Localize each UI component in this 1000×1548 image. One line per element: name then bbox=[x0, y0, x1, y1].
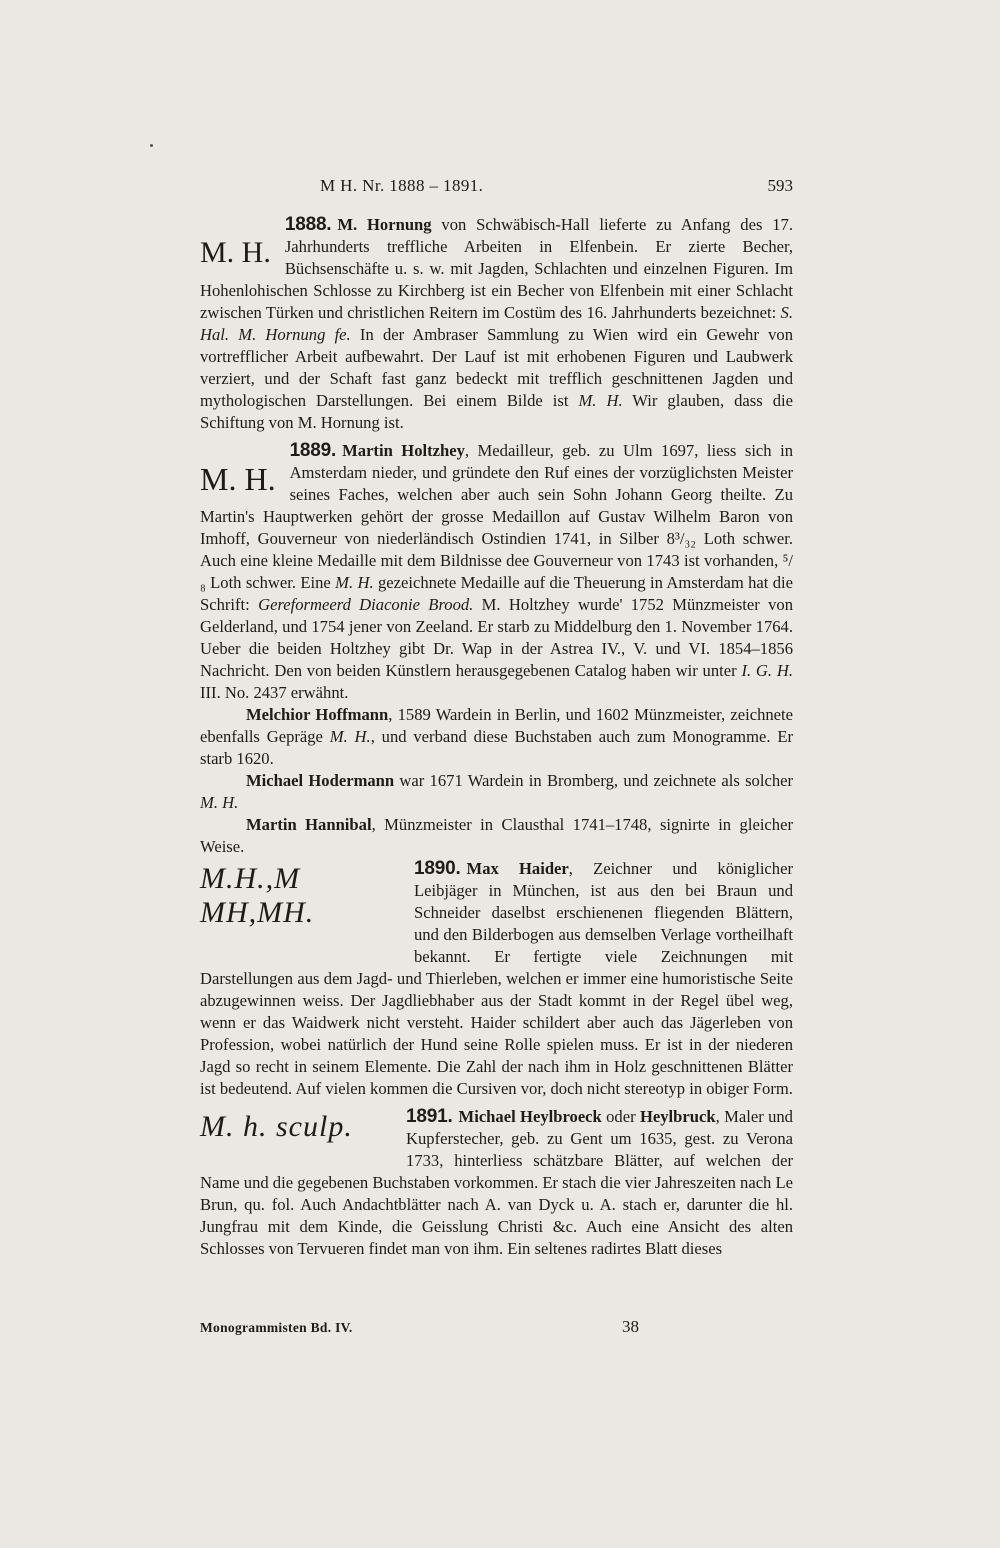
entry-1888 bbox=[200, 214, 793, 434]
footer-title: Monogrammisten Bd. IV. bbox=[200, 1320, 353, 1335]
entry-text: , Münzmeister in Clausthal 1741–1748, signirte in gleicher Weise. bbox=[200, 815, 793, 856]
entry-text: , Medailleur, geb. zu Ulm 1697, liess sich in Amsterdam nieder, und gründete den Ruf eines der vorzüglichsten Meister seines Faches, welchen aber auch sein Sohn Johann Georg theilte. Zu Martin's Hauptwerken gehört der grosse Medaillon auf Gustav Wilhelm Baron von Imhoff, Gouverneur von niederländisch Ostindien 1741, in Silber 8³/₃₂ Loth schwer. Auch eine kleine Medaille mit dem Bildnisse dee Gouverneur von 1743 ist vorhanden, ⁵/₈ Loth schwer. Eine bbox=[200, 441, 793, 592]
entry-name: Martin Holtzhey bbox=[342, 441, 465, 460]
entry-text: oder bbox=[601, 1107, 640, 1126]
entry-text: M. Holtzhey wurde' 1752 Münzmeister von Gelderland, und 1754 jener von Zeeland. Er starb zu Middelburg den 1. November 1764. Ueber die beiden Holtzhey gibt Dr. Wap in der Astrea IV., V. und VI. 1854–1856 Nachricht. Den von beiden Künstlern herausgegebenen Catalog haben wir unter bbox=[200, 595, 793, 680]
entry-hannibal bbox=[200, 814, 793, 858]
page-number: 593 bbox=[767, 176, 793, 195]
entry-number: 1891. bbox=[406, 1106, 453, 1127]
entry-name: Melchior Hoffmann bbox=[246, 705, 389, 724]
entry-name: Max Haider bbox=[466, 859, 569, 878]
entry-text: In der Ambraser Sammlung zu Wien wird ein Gewehr von vortrefflicher Arbeit aufbewahrt. Der Lauf ist mit erhobenen Figuren und Laubwerk verziert, und der Schaft fast ganz bedeckt mit trefflich geschnittenen Jagden und mythologischen Darstellungen. Bei einem Bilde ist bbox=[200, 325, 793, 410]
entry-italic: Gereformeerd Diaconie Brood. bbox=[258, 595, 474, 614]
page-header bbox=[200, 176, 793, 200]
entry-italic: M. H. bbox=[335, 573, 374, 592]
entry-name: Martin Hannibal bbox=[246, 815, 372, 834]
entry-italic: M. H. bbox=[578, 391, 623, 410]
monogram-mark: M. H. bbox=[200, 236, 271, 269]
monogram-mark: M.H.,M MH,MH. bbox=[200, 862, 315, 929]
entry-number: 1888. bbox=[284, 214, 332, 235]
entry-italic: M. H. bbox=[329, 727, 371, 746]
entry-text: gezeichnete Medaille auf die Theuerung in Amsterdam hat die Schrift: bbox=[200, 573, 793, 614]
entry-text: von Schwäbisch-Hall lieferte zu Anfang des 17. Jahrhunderts treffliche Arbeiten in Elfenbein. Er zierte Becher, Büchsenschäfte u. s. w. mit Jagden, Schlachten und einzelnen Figuren. Im Hohenlohischen Schlosse zu Kirchberg ist ein Becher von Elfenbein mit einer Schlacht zwischen Türken und christlichen Reitern im Costüm des 16. Jahrhunderts bezeichnet: bbox=[200, 215, 793, 322]
entry-name-alt: Heylbruck bbox=[639, 1107, 716, 1126]
signature-mark: 38 bbox=[622, 1317, 639, 1336]
entry-1891 bbox=[200, 1106, 793, 1260]
entry-italic: S. Hal. M. Hornung fe. bbox=[200, 303, 793, 344]
monogram-mark: M. H. bbox=[200, 461, 276, 497]
paper-speck bbox=[150, 144, 153, 147]
entry-text: , und verband diese Buchstaben auch zum Monogramme. Er starb 1620. bbox=[200, 727, 793, 768]
entry-name: Michael Heylbroeck bbox=[458, 1107, 602, 1126]
page-footer bbox=[200, 1317, 793, 1342]
running-title: M H. Nr. 1888 – 1891. bbox=[320, 176, 484, 195]
entry-text: , Maler und Kupferstecher, geb. zu Gent um 1635, gest. zu Verona 1733, hinterliess schätzbare Blätter, auf welchen der Name und die gegebenen Buchstaben vorkommen. Er stach die vier Jahreszeiten nach Le Brun, qu. fol. Auch Andachtblätter nach A. van Dyck u. A. stach er, darunter die hl. Jungfrau mit dem Kinde, die Geisslung Christi &c. Auch eine Ansicht des alten Schlosses von Tervueren findet man von ihm. Ein seltenes radirtes Blatt dieses bbox=[200, 1107, 793, 1258]
entry-number: 1889. bbox=[289, 440, 337, 461]
entry-hodermann bbox=[200, 770, 793, 814]
entry-text: Wir glauben, dass die Schiftung von M. Hornung ist. bbox=[200, 391, 793, 432]
entry-1889 bbox=[200, 440, 793, 704]
entry-number: 1890. bbox=[414, 858, 461, 879]
entry-hoffmann bbox=[200, 704, 793, 770]
entry-italic: M. H. bbox=[200, 793, 239, 812]
entry-text: , Zeichner und königlicher Leibjäger in München, ist aus den bei Braun und Schneider daselbst erschienenen fliegenden Blättern, und den Bilderbogen aus demselben Verlage vortheilhaft bekannt. Er fertigte viele Zeichnungen mit Darstellungen aus dem Jagd- und Thierleben, welchen er immer eine humoristische Seite abzugewinnen weiss. Der Jagdliebhaber aus der Stadt kommt in der Regel übel weg, wenn er das Waidwerk nicht versteht. Haider schildert aber auch das Jägerleben von Profession, wobei natürlich der Hund seine Rolle spielen muss. Er ist in der niederen Jagd so recht in seinem Elemente. Die Zahl der nach ihm in Holz geschnittenen Blätter ist bedeutend. Auf vielen kommen die Cursiven vor, doch nicht stereotyp in obiger Form. bbox=[200, 859, 793, 1098]
entry-name: Michael Hodermann bbox=[246, 771, 395, 790]
page-body bbox=[200, 214, 793, 1260]
entry-italic: I. G. H. bbox=[741, 661, 793, 680]
entry-text: , 1589 Wardein in Berlin, und 1602 Münzmeister, zeichnete ebenfalls Gepräge bbox=[200, 705, 793, 746]
monogram-mark: M. h. sculp. bbox=[200, 1110, 353, 1143]
entry-text: war 1671 Wardein in Bromberg, und zeichnete als solcher bbox=[394, 771, 794, 790]
entry-text: III. No. 2437 erwähnt. bbox=[200, 683, 349, 702]
entry-1890 bbox=[200, 858, 793, 1100]
entry-name: M. Hornung bbox=[337, 215, 432, 234]
